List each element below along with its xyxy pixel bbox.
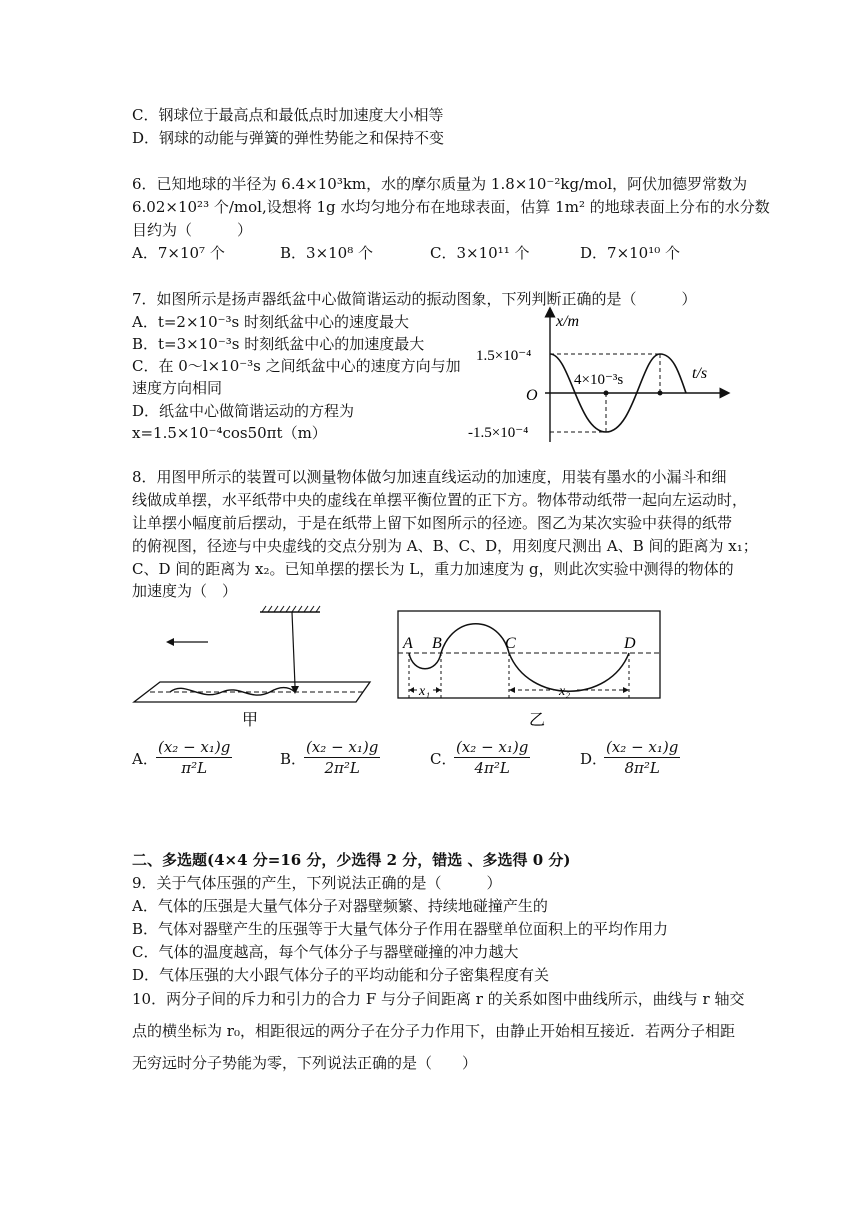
q6-stem-line3: 目约为（ ）: [132, 221, 253, 239]
q8-stem-line2: 线做成单摆，水平纸带中央的虚线在单摆平衡位置的正下方。物体带动纸带一起向左运动时，: [132, 491, 748, 509]
q8-option-d-den: 8π²L: [624, 759, 660, 777]
q7-x-axis-label: t/s: [692, 365, 708, 382]
q9-option-d: D．气体压强的大小跟气体分子的平均动能和分子密集程度有关: [132, 966, 550, 984]
q7-stem: 7．如图所示是扬声器纸盆中心做简谐运动的振动图象，下列判断正确的是（ ）: [132, 290, 697, 308]
q10-stem-line2: 点的横坐标为 r₀，相距很远的两分子在分子力作用下，由静止开始相互接近．若两分子相距: [132, 1022, 735, 1040]
q8-option-d-fraction: [604, 738, 680, 777]
q6-option-b: B．3×10⁸ 个: [280, 244, 374, 262]
q8-stem-line6: 加速度为（ ）: [132, 582, 238, 600]
point-c-label: C: [505, 635, 516, 652]
q7-y-max-label: 1.5×10⁻⁴: [476, 348, 532, 364]
x1-label: x₁: [419, 684, 431, 699]
q7-y-min-label: -1.5×10⁻⁴: [468, 425, 529, 441]
point-b-label: B: [432, 635, 442, 652]
q8-option-a-label: A．: [132, 750, 158, 768]
q8-stem-line4: 的俯视图，径迹与中央虚线的交点分别为 A、B、C、D，用刻度尺测出 A、B 间的距离为 x₁；: [132, 537, 758, 555]
q6-option-c: C．3×10¹¹ 个: [430, 244, 530, 262]
q8-stem-line5: C、D 间的距离为 x₂。已知单摆的摆长为 L，重力加速度为 g，则此次实验中测得的物体的: [132, 560, 734, 578]
q7-option-b: B．t=3×10⁻³s 时刻纸盆中心的加速度最大: [132, 335, 425, 353]
q8-stem-line1: 8．用图甲所示的装置可以测量物体做匀加速直线运动的加速度，用装有墨水的小漏斗和细: [132, 468, 727, 486]
q5-option-d: D．钢球的动能与弹簧的弹性势能之和保持不变: [132, 129, 445, 147]
q7-origin-label: O: [526, 387, 538, 404]
q7-option-c-line2: 速度方向相同: [132, 379, 223, 397]
q7-t-label-2ms: 4×10⁻³s: [574, 372, 624, 388]
q6-stem-line1: 6．已知地球的半径为 6.4×10³km，水的摩尔质量为 1.8×10⁻²kg/mol，阿伏加德罗常数为: [132, 175, 748, 193]
q8-option-c-label: C．: [430, 750, 457, 768]
q8-figure-jia: [130, 602, 380, 732]
q8-option-b-fraction: [304, 738, 380, 777]
q7-option-d-line1: D．纸盆中心做简谐运动的方程为: [132, 402, 355, 420]
q7-y-axis-label: x/m: [556, 313, 580, 330]
q5-option-c: C．钢球位于最高点和最低点时加速度大小相等: [132, 106, 444, 124]
q8-option-c-fraction: [454, 738, 530, 777]
q9-option-c: C．气体的温度越高，每个气体分子与器壁碰撞的冲力越大: [132, 943, 519, 961]
q8-figure-yi: [395, 606, 665, 732]
point-a-label: A: [403, 635, 413, 652]
q8-option-b-den: 2π²L: [324, 759, 360, 777]
q6-option-d: D．7×10¹⁰ 个: [580, 244, 681, 262]
fig-jia-label: 甲: [242, 712, 259, 729]
q8-option-b-num: (x₂ − x₁)g: [306, 738, 379, 756]
q7-option-a: A．t=2×10⁻³s 时刻纸盆中心的速度最大: [132, 313, 410, 331]
fig-yi-label: 乙: [529, 712, 546, 729]
q8-option-a-fraction: [156, 738, 232, 777]
q8-option-a-num: (x₂ − x₁)g: [158, 738, 231, 756]
q8-stem-line3: 让单摆小幅度前后摆动，于是在纸带上留下如图所示的径迹。图乙为某次实验中获得的纸带: [132, 514, 733, 532]
x2-label: x₂: [559, 684, 571, 699]
q7-option-c-line1: C．在 0～l×10⁻³s 之间纸盆中心的速度方向与加: [132, 357, 461, 375]
q7-option-d-line2: x=1.5×10⁻⁴cos50πt（m）: [132, 424, 327, 442]
q8-option-c-num: (x₂ − x₁)g: [456, 738, 529, 756]
q8-option-d-label: D．: [580, 750, 608, 768]
q9-option-a: A．气体的压强是大量气体分子对器壁频繁、持续地碰撞产生的: [132, 897, 548, 915]
q6-stem-line2: 6.02×10²³ 个/mol,设想将 1g 水均匀地分布在地球表面，估算 1m² 的地球表面上分布的水分数: [132, 198, 770, 216]
q9-option-b: B．气体对器壁产生的压强等于大量气体分子作用在器壁单位面积上的平均作用力: [132, 920, 669, 938]
q9-stem: 9．关于气体压强的产生，下列说法正确的是（ ）: [132, 874, 502, 892]
q8-option-a-den: π²L: [181, 759, 208, 777]
ink-trace: [170, 688, 295, 696]
q10-stem-line3: 无穷远时分子势能为零，下列说法正确的是（ ）: [132, 1054, 478, 1072]
section-2-title: 二、多选题(4×4 分=16 分，少选得 2 分，错选 、多选得 0 分): [132, 851, 571, 869]
point-d-label: D: [624, 635, 636, 652]
q10-stem-line1: 10．两分子间的斥力和引力的合力 F 与分子间距离 r 的关系如图中曲线所示，曲线与 r 轴交: [132, 990, 745, 1008]
q8-option-d-num: (x₂ − x₁)g: [606, 738, 679, 756]
q6-option-a: A．7×10⁷ 个: [132, 244, 225, 262]
q8-option-c-den: 4π²L: [474, 759, 510, 777]
pendulum-string: [292, 612, 295, 686]
q8-option-b-label: B．: [280, 750, 307, 768]
tape-trace: [409, 624, 629, 692]
tape-top-view: [398, 611, 660, 698]
q7-vibration-graph: [460, 306, 740, 446]
